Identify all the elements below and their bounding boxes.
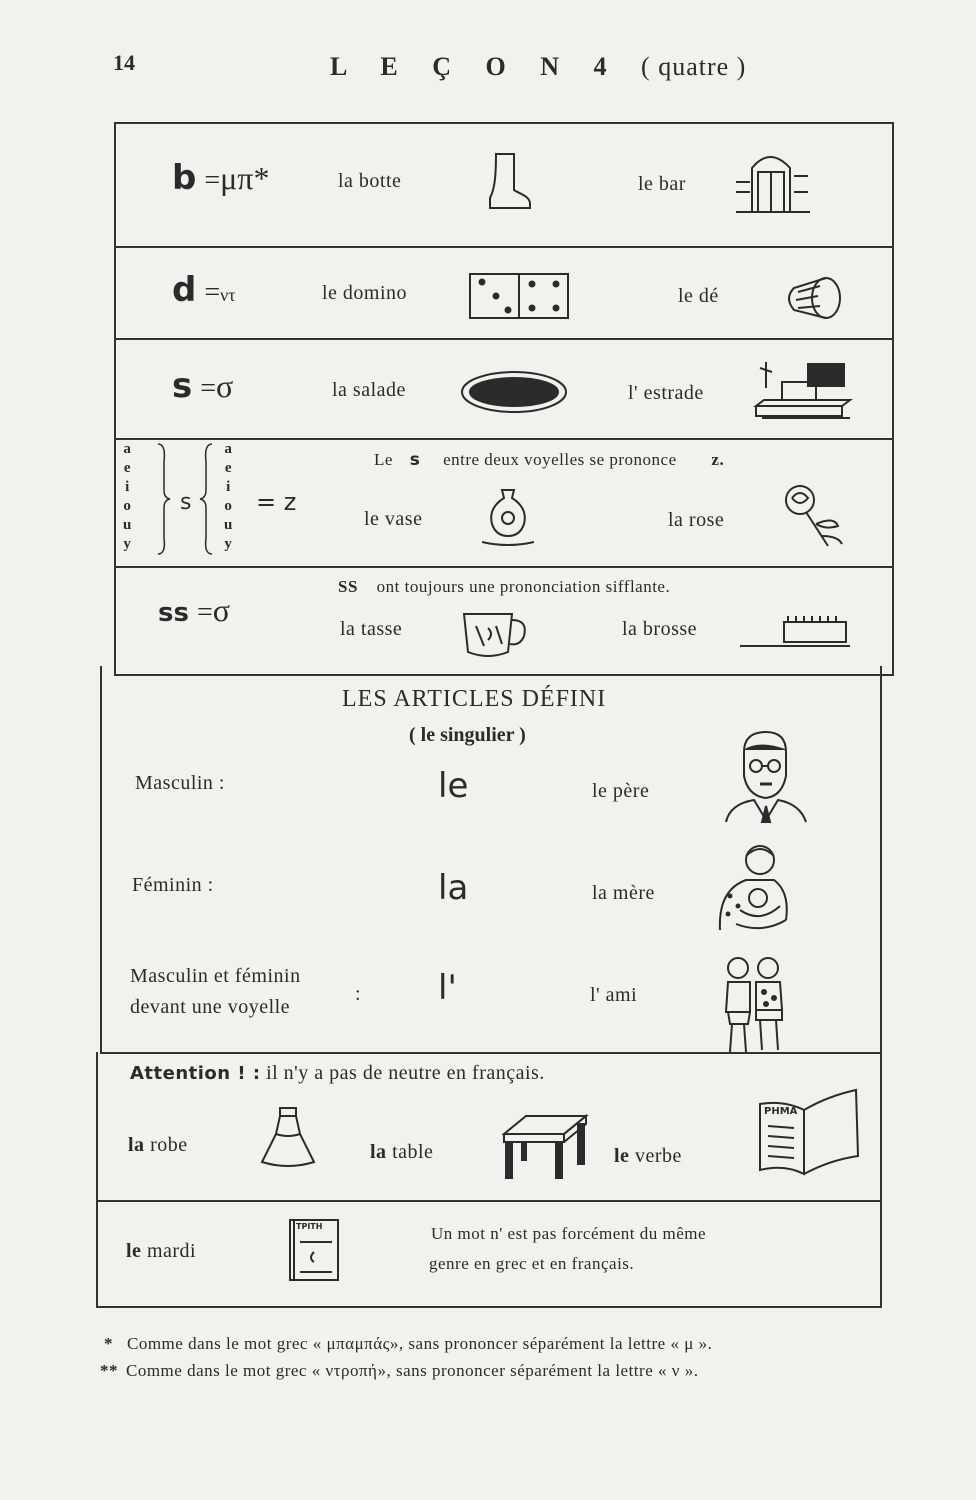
word-le-domino: le domino [322,282,408,304]
label-masculin: Masculin : [135,772,225,794]
word-la-salade: la salade [332,379,406,401]
equals-sign: = [196,597,213,628]
divider [114,246,894,248]
rose-icon [778,480,848,552]
item-le-mardi: le mardi [126,1240,197,1262]
brush-icon [738,614,852,654]
cup-icon [460,608,532,662]
word-la-brosse: la brosse [622,618,698,640]
word-la-tasse: la tasse [340,618,403,640]
mardi-note-line2: genre en grec et en français. [429,1254,635,1273]
articles-left-border [100,666,102,1054]
domino-icon [466,268,574,322]
articles-heading: LES ARTICLES DÉFINI [342,686,607,712]
lesson-subtitle: ( quatre ) [641,52,747,81]
boot-icon [486,150,534,212]
rule-letter: ss [158,598,189,628]
page-title [330,52,746,82]
rule-letter: s [172,366,193,406]
rule-greek: σ [212,592,230,628]
vase-icon [480,486,536,548]
rule-greek: σ [216,368,234,404]
friends-icon [716,954,792,1058]
rule-b [172,158,269,198]
example-la-mere: la mère [592,882,655,904]
item-la-table: la table [370,1141,434,1163]
z-rule-note: Le s entre deux voyelles se prononce z. [374,450,725,470]
attention-label: Attention ! : [130,1063,261,1084]
item-la-robe: la robe [128,1134,188,1156]
word-la-rose: la rose [668,509,725,531]
rule-greek: ντ [220,285,236,305]
rule-s [172,366,233,406]
z-rule-result: = z [256,488,297,516]
article-le: le [438,766,469,806]
estrade-icon [752,358,856,424]
article-l: l' [438,968,457,1008]
rule-ss [158,592,230,629]
word-le-bar: le bar [638,173,686,195]
thimble-icon [780,274,844,326]
rule-d [172,270,236,310]
father-icon [720,728,810,824]
calendar-label: TPITH [296,1222,323,1231]
ss-rule-note: SS ont toujours une prononciation sifflante. [338,577,671,596]
item-le-verbe: le verbe [614,1145,682,1167]
equals-sign: = [200,373,217,404]
example-l-ami: l' ami [590,984,638,1006]
book-label: PHMA [764,1106,798,1117]
lesson-title: L E Ç O N 4 [330,52,621,81]
rule-greek: μπ* [220,160,270,196]
divider [114,566,894,568]
attention-line [130,1062,545,1085]
word-l-estrade: l' estrade [628,382,704,404]
equals-sign: = [204,165,221,196]
articles-subheading: ( le singulier ) [409,724,526,746]
z-rule-letter: s [180,490,192,515]
example-le-pere: le père [592,780,650,802]
articles-right-border [880,666,882,1054]
word-le-de: le dé [678,285,719,307]
vowels-left: a e i o u y [123,441,132,552]
table-icon [500,1110,590,1182]
rule-letter: d [172,270,197,310]
divider [114,338,894,340]
label-masculin-feminin-line1: Masculin et féminin [130,965,301,987]
label-feminin: Féminin : [132,874,214,896]
word-le-vase: le vase [364,508,423,530]
mardi-note-line1: Un mot n' est pas forcément du même [431,1224,707,1243]
attention-text: il n'y a pas de neutre en français. [266,1062,545,1084]
salad-bowl-icon [458,366,572,416]
brace-right [198,442,214,556]
mother-icon [710,840,800,936]
page-number: 14 [113,50,135,75]
footnote-2: ** Comme dans le mot grec « ντροπή», sans prononcer séparément la lettre « ν ». [100,1361,699,1380]
footnote-1: * Comme dans le mot grec « μπαμπάς», sans prononcer séparément la lettre « μ ». [104,1334,713,1353]
dress-icon [256,1104,320,1170]
rule-letter: b [172,158,197,198]
word-la-botte: la botte [338,170,402,192]
article-la: la [438,868,469,908]
brace-left [156,442,172,556]
label-masculin-feminin-line2: devant une voyelle [130,996,291,1018]
label-colon: : [355,983,362,1005]
vowels-right: a e i o u y [224,441,233,552]
bar-door-icon [734,146,814,216]
equals-sign: = [204,277,221,308]
divider [96,1200,882,1202]
open-book-icon [754,1086,864,1178]
